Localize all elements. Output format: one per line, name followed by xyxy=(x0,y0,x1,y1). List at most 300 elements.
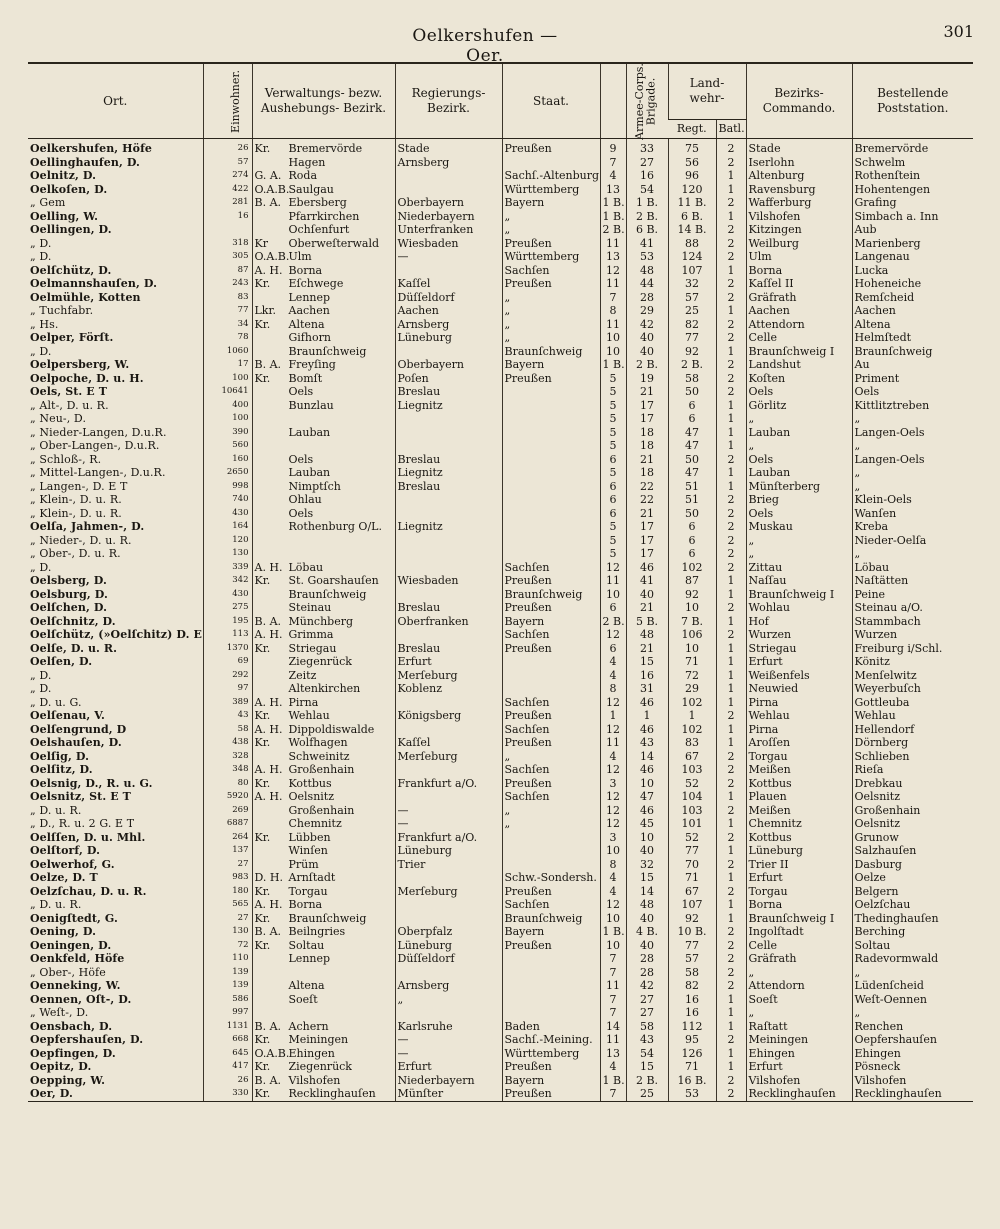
cell-staat: „ xyxy=(502,304,600,318)
cell-post: Freiburg i/Schl. xyxy=(852,642,973,656)
cell-armee: 4 xyxy=(600,885,626,899)
cell-verwaltung xyxy=(252,628,395,642)
cell-regt: 120 xyxy=(668,183,716,197)
cell-regierung: Breslau xyxy=(395,385,502,399)
ort-text: Oelzſchau, D. u. R. xyxy=(30,884,147,898)
cell-staat xyxy=(502,520,600,534)
cell-ort xyxy=(28,210,203,224)
cell-post: Wanſen xyxy=(852,507,973,521)
cell-verwaltung xyxy=(252,426,395,440)
cell-regt: 72 xyxy=(668,669,716,683)
cell-armee: 4 xyxy=(600,669,626,683)
ort-text: „ D. u. G. xyxy=(30,695,82,709)
cell-regierung: Liegnitz xyxy=(395,466,502,480)
cell-einwohner: 110 xyxy=(203,952,252,966)
table-row xyxy=(28,183,973,197)
cell-armee: 4 xyxy=(600,169,626,183)
cell-regierung: Königsberg xyxy=(395,709,502,723)
cell-armee: 10 xyxy=(600,345,626,359)
cell-batl: 1 xyxy=(716,412,746,426)
ort-text: Oepfingen, D. xyxy=(30,1046,116,1060)
cell-regierung: Oberbayern xyxy=(395,358,502,372)
cell-ort xyxy=(28,790,203,804)
cell-batl: 1 xyxy=(716,655,746,669)
cell-einwohner: 390 xyxy=(203,426,252,440)
cell-regierung: Oberpfalz xyxy=(395,925,502,939)
cell-verwaltung xyxy=(252,750,395,764)
table-row xyxy=(28,763,973,777)
cell-post: Nieder-Oelſa xyxy=(852,534,973,548)
cell-batl: 1 xyxy=(716,642,746,656)
cell-bezirk: Aroſſen xyxy=(746,736,852,750)
table-row xyxy=(28,385,973,399)
cell-batl: 2 xyxy=(716,885,746,899)
ort-text: „ D. xyxy=(30,560,52,574)
cell-post: Großenhain xyxy=(852,804,973,818)
cell-verwaltung xyxy=(252,453,395,467)
cell-regierung: Kaſſel xyxy=(395,277,502,291)
cell-post: Helmſtedt xyxy=(852,331,973,345)
cell-armee: 7 xyxy=(600,952,626,966)
cell-batl: 2 xyxy=(716,561,746,575)
verwaltung-district: Lübben xyxy=(288,830,331,844)
cell-regierung: Lüneburg xyxy=(395,939,502,953)
cell-brigade: 16 xyxy=(626,669,668,683)
ort-text: Oelſengrund, D xyxy=(30,722,127,736)
ort-text: „ Weſt-, D. xyxy=(30,1006,89,1020)
cell-regierung: Poſen xyxy=(395,372,502,386)
cell-verwaltung xyxy=(252,1033,395,1047)
verwaltung-district: Nimptſch xyxy=(288,479,341,493)
cell-regt: 71 xyxy=(668,655,716,669)
verwaltung-district: Vilshofen xyxy=(288,1073,341,1087)
cell-verwaltung xyxy=(252,804,395,818)
cell-regt: 51 xyxy=(668,493,716,507)
cell-ort xyxy=(28,453,203,467)
cell-staat: Sachſen xyxy=(502,561,600,575)
cell-armee: 12 xyxy=(600,817,626,831)
cell-post: Kreba xyxy=(852,520,973,534)
ort-text: Oellingen, D. xyxy=(30,223,112,237)
cell-batl: 1 xyxy=(716,669,746,683)
ort-text: Oelpoche, D. u. H. xyxy=(30,371,144,385)
cell-bezirk: Zittau xyxy=(746,561,852,575)
cell-batl: 2 xyxy=(716,547,746,561)
cell-batl: 2 xyxy=(716,291,746,305)
table-row xyxy=(28,939,973,953)
cell-regierung: Stade xyxy=(395,139,502,156)
cell-regierung: Koblenz xyxy=(395,682,502,696)
verwaltung-kind: Kr. xyxy=(254,884,271,898)
cell-post: Dörnberg xyxy=(852,736,973,750)
table-row xyxy=(28,277,973,291)
table-row xyxy=(28,804,973,818)
cell-post: „ xyxy=(852,1006,973,1020)
cell-armee: 1 B. xyxy=(600,925,626,939)
cell-brigade: 48 xyxy=(626,264,668,278)
col-header-einwohner-text: Einwohner. xyxy=(228,69,242,133)
cell-regt: 6 B. xyxy=(668,210,716,224)
cell-batl: 2 xyxy=(716,223,746,237)
cell-regt: 16 B. xyxy=(668,1074,716,1088)
cell-batl: 2 xyxy=(716,952,746,966)
cell-batl: 2 xyxy=(716,750,746,764)
verwaltung-district: Braunſchweig xyxy=(288,587,367,601)
cell-verwaltung xyxy=(252,615,395,629)
cell-ort xyxy=(28,561,203,575)
cell-einwohner: 137 xyxy=(203,844,252,858)
cell-regt: 16 xyxy=(668,1006,716,1020)
cell-staat: „ xyxy=(502,210,600,224)
cell-bezirk: Muskau xyxy=(746,520,852,534)
ort-text: „ Ober-Langen-, D.u.R. xyxy=(30,439,160,453)
cell-bezirk: Wurzen xyxy=(746,628,852,642)
cell-post: „ xyxy=(852,480,973,494)
cell-ort xyxy=(28,156,203,170)
cell-batl: 2 xyxy=(716,277,746,291)
cell-brigade: 18 xyxy=(626,466,668,480)
cell-staat: Sachſen xyxy=(502,898,600,912)
cell-armee: 11 xyxy=(600,574,626,588)
cell-bezirk: „ xyxy=(746,534,852,548)
cell-ort xyxy=(28,547,203,561)
cell-armee: 5 xyxy=(600,534,626,548)
verwaltung-district: Lauban xyxy=(288,466,331,480)
cell-brigade: 47 xyxy=(626,790,668,804)
cell-verwaltung xyxy=(252,507,395,521)
cell-staat xyxy=(502,385,600,399)
cell-brigade: 45 xyxy=(626,817,668,831)
cell-ort xyxy=(28,925,203,939)
cell-regt: 107 xyxy=(668,898,716,912)
verwaltung-district: Altena xyxy=(288,979,325,993)
verwaltung-kind: A. H. xyxy=(254,695,283,709)
cell-regierung: „ xyxy=(395,993,502,1007)
cell-staat xyxy=(502,480,600,494)
cell-batl: 1 xyxy=(716,898,746,912)
cell-einwohner: 130 xyxy=(203,547,252,561)
cell-brigade: 41 xyxy=(626,237,668,251)
cell-armee: 12 xyxy=(600,790,626,804)
cell-brigade: 46 xyxy=(626,804,668,818)
cell-einwohner: 69 xyxy=(203,655,252,669)
cell-regierung: Kaſſel xyxy=(395,736,502,750)
cell-regt: 102 xyxy=(668,561,716,575)
cell-batl: 1 xyxy=(716,871,746,885)
cell-armee: 5 xyxy=(600,385,626,399)
cell-einwohner: 130 xyxy=(203,925,252,939)
cell-staat: Preußen xyxy=(502,277,600,291)
cell-staat: „ xyxy=(502,817,600,831)
cell-staat: Württemberg xyxy=(502,1047,600,1061)
cell-bezirk: Plauen xyxy=(746,790,852,804)
cell-verwaltung xyxy=(252,493,395,507)
cell-einwohner: 565 xyxy=(203,898,252,912)
cell-verwaltung xyxy=(252,439,395,453)
cell-regierung: Erfurt xyxy=(395,655,502,669)
table-row xyxy=(28,993,973,1007)
cell-armee: 7 xyxy=(600,993,626,1007)
cell-staat xyxy=(502,466,600,480)
cell-armee: 8 xyxy=(600,304,626,318)
cell-einwohner: 77 xyxy=(203,304,252,318)
cell-regierung xyxy=(395,439,502,453)
cell-verwaltung xyxy=(252,736,395,750)
cell-einwohner: 160 xyxy=(203,453,252,467)
cell-regierung: Merſeburg xyxy=(395,669,502,683)
cell-staat: Preußen xyxy=(502,709,600,723)
verwaltung-kind: A. H. xyxy=(254,763,283,777)
table-row xyxy=(28,412,973,426)
ort-text: Oelſchen, D. xyxy=(30,601,108,615)
cell-armee: 5 xyxy=(600,520,626,534)
cell-post: Aachen xyxy=(852,304,973,318)
cell-verwaltung xyxy=(252,777,395,791)
cell-armee: 1 B. xyxy=(600,210,626,224)
verwaltung-district: Bunzlau xyxy=(288,398,334,412)
table-row xyxy=(28,1074,973,1088)
cell-regt: 53 xyxy=(668,1087,716,1101)
cell-ort xyxy=(28,763,203,777)
cell-regt: 57 xyxy=(668,952,716,966)
verwaltung-kind: Kr. xyxy=(254,1033,271,1047)
cell-bezirk: Brieg xyxy=(746,493,852,507)
ort-text: Oelſſen, D. u. Mhl. xyxy=(30,830,146,844)
cell-regt: 11 B. xyxy=(668,196,716,210)
cell-bezirk: Erfurt xyxy=(746,1060,852,1074)
cell-armee: 11 xyxy=(600,736,626,750)
cell-einwohner xyxy=(203,223,252,237)
verwaltung-district: Löbau xyxy=(288,560,324,574)
cell-regierung xyxy=(395,345,502,359)
verwaltung-district: Lauban xyxy=(288,425,331,439)
verwaltung-kind: B. A. xyxy=(254,196,282,210)
cell-post: Bremervörde xyxy=(852,139,973,156)
cell-batl: 2 xyxy=(716,1087,746,1101)
cell-einwohner: 5920 xyxy=(203,790,252,804)
cell-post: Langenau xyxy=(852,250,973,264)
table-row xyxy=(28,1033,973,1047)
col-header-batl: Batl. xyxy=(716,119,746,138)
cell-ort xyxy=(28,291,203,305)
verwaltung-kind: O.A.B. xyxy=(254,1046,290,1060)
cell-ort xyxy=(28,1047,203,1061)
cell-armee: 6 xyxy=(600,493,626,507)
verwaltung-district: Meiningen xyxy=(288,1033,349,1047)
cell-brigade: 31 xyxy=(626,682,668,696)
cell-staat xyxy=(502,858,600,872)
ort-text: Oelſtorf, D. xyxy=(30,844,101,858)
col-header-staat: Staat. xyxy=(502,63,600,139)
cell-staat: Preußen xyxy=(502,1087,600,1101)
ort-text: „ D. xyxy=(30,250,52,264)
table-row xyxy=(28,601,973,615)
cell-verwaltung xyxy=(252,844,395,858)
cell-verwaltung xyxy=(252,642,395,656)
cell-einwohner: 400 xyxy=(203,399,252,413)
cell-regt: 29 xyxy=(668,682,716,696)
table-row xyxy=(28,669,973,683)
cell-brigade: 40 xyxy=(626,939,668,953)
cell-verwaltung xyxy=(252,966,395,980)
cell-ort xyxy=(28,655,203,669)
cell-armee: 8 xyxy=(600,858,626,872)
cell-einwohner: 1131 xyxy=(203,1020,252,1034)
verwaltung-district: Lennep xyxy=(288,952,331,966)
table-row xyxy=(28,831,973,845)
verwaltung-kind: Kr. xyxy=(254,776,271,790)
table-row xyxy=(28,169,973,183)
cell-ort xyxy=(28,277,203,291)
cell-armee: 6 xyxy=(600,453,626,467)
cell-ort xyxy=(28,264,203,278)
cell-batl: 1 xyxy=(716,399,746,413)
cell-staat: Schw.-Sondersh. xyxy=(502,871,600,885)
cell-bezirk: Pirna xyxy=(746,723,852,737)
cell-regt: 6 xyxy=(668,520,716,534)
cell-post: Grafing xyxy=(852,196,973,210)
cell-brigade: 10 xyxy=(626,831,668,845)
cell-post: Könitz xyxy=(852,655,973,669)
cell-ort xyxy=(28,1006,203,1020)
cell-verwaltung xyxy=(252,264,395,278)
table-row xyxy=(28,588,973,602)
cell-ort xyxy=(28,1074,203,1088)
cell-brigade: 28 xyxy=(626,966,668,980)
cell-regt: 47 xyxy=(668,466,716,480)
table-row xyxy=(28,196,973,210)
table-row xyxy=(28,885,973,899)
cell-ort xyxy=(28,183,203,197)
cell-batl: 2 xyxy=(716,520,746,534)
cell-brigade: 1 xyxy=(626,709,668,723)
cell-brigade: 15 xyxy=(626,871,668,885)
verwaltung-district: Pirna xyxy=(288,695,319,709)
cell-einwohner: 100 xyxy=(203,372,252,386)
cell-regierung: Düſſeldorf xyxy=(395,952,502,966)
cell-regierung xyxy=(395,790,502,804)
cell-verwaltung xyxy=(252,534,395,548)
cell-ort xyxy=(28,331,203,345)
cell-post: Salzhauſen xyxy=(852,844,973,858)
table-row xyxy=(28,561,973,575)
cell-regt: 47 xyxy=(668,439,716,453)
cell-ort xyxy=(28,709,203,723)
cell-bezirk: Trier II xyxy=(746,858,852,872)
ort-text: Oepitz, D. xyxy=(30,1060,92,1074)
table-row xyxy=(28,250,973,264)
ort-text: Oening, D. xyxy=(30,925,97,939)
cell-einwohner: 998 xyxy=(203,480,252,494)
cell-post: Löbau xyxy=(852,561,973,575)
cell-brigade: 2 B. xyxy=(626,1074,668,1088)
cell-bezirk: Ravensburg xyxy=(746,183,852,197)
cell-batl: 2 xyxy=(716,804,746,818)
cell-staat xyxy=(502,993,600,1007)
cell-armee: 12 xyxy=(600,561,626,575)
verwaltung-kind: Kr. xyxy=(254,574,271,588)
table-row xyxy=(28,952,973,966)
cell-regt: 32 xyxy=(668,277,716,291)
cell-armee: 1 B. xyxy=(600,196,626,210)
cell-bezirk: „ xyxy=(746,547,852,561)
verwaltung-kind: G. A. xyxy=(254,169,282,183)
cell-regt: 75 xyxy=(668,139,716,156)
cell-regt: 16 xyxy=(668,993,716,1007)
cell-ort xyxy=(28,358,203,372)
cell-verwaltung xyxy=(252,318,395,332)
table-row xyxy=(28,426,973,440)
cell-bezirk: Altenburg xyxy=(746,169,852,183)
cell-post: Wurzen xyxy=(852,628,973,642)
cell-ort xyxy=(28,858,203,872)
table-row xyxy=(28,493,973,507)
cell-brigade: 54 xyxy=(626,183,668,197)
verwaltung-district: Oelsnitz xyxy=(288,790,335,804)
cell-regt: 102 xyxy=(668,723,716,737)
cell-armee: 10 xyxy=(600,588,626,602)
cell-ort xyxy=(28,1020,203,1034)
cell-regt: 126 xyxy=(668,1047,716,1061)
cell-ort xyxy=(28,439,203,453)
cell-post: Dasburg xyxy=(852,858,973,872)
cell-regierung xyxy=(395,1006,502,1020)
cell-regierung: Niederbayern xyxy=(395,1074,502,1088)
cell-brigade: 29 xyxy=(626,304,668,318)
table-row xyxy=(28,790,973,804)
cell-post: Grunow xyxy=(852,831,973,845)
cell-bezirk: Görlitz xyxy=(746,399,852,413)
cell-ort xyxy=(28,237,203,251)
cell-staat: Preußen xyxy=(502,939,600,953)
cell-batl: 1 xyxy=(716,1060,746,1074)
cell-brigade: 17 xyxy=(626,534,668,548)
cell-regierung xyxy=(395,534,502,548)
verwaltung-kind: D. H. xyxy=(254,871,284,885)
cell-bezirk: Oels xyxy=(746,453,852,467)
cell-ort xyxy=(28,1060,203,1074)
verwaltung-kind: Kr. xyxy=(254,1087,271,1101)
cell-batl: 2 xyxy=(716,1033,746,1047)
verwaltung-district: Ebersberg xyxy=(288,196,347,210)
table-row xyxy=(28,399,973,413)
cell-bezirk: „ xyxy=(746,412,852,426)
cell-batl: 2 xyxy=(716,966,746,980)
cell-regierung: Breslau xyxy=(395,453,502,467)
table-row xyxy=(28,736,973,750)
cell-ort xyxy=(28,399,203,413)
cell-armee: 10 xyxy=(600,331,626,345)
cell-batl: 1 xyxy=(716,210,746,224)
ort-text: „ D. xyxy=(30,344,52,358)
cell-staat: Preußen xyxy=(502,885,600,899)
cell-batl: 1 xyxy=(716,696,746,710)
cell-regierung: Arnsberg xyxy=(395,979,502,993)
cell-verwaltung xyxy=(252,993,395,1007)
table-row xyxy=(28,655,973,669)
table-row xyxy=(28,615,973,629)
table-row xyxy=(28,139,973,156)
cell-verwaltung xyxy=(252,345,395,359)
table-row xyxy=(28,979,973,993)
cell-brigade: 46 xyxy=(626,763,668,777)
cell-regt: 58 xyxy=(668,372,716,386)
cell-armee: 10 xyxy=(600,844,626,858)
cell-einwohner: 100 xyxy=(203,412,252,426)
cell-regierung xyxy=(395,264,502,278)
gazetteer-table xyxy=(28,62,973,1102)
cell-bezirk: Raſtatt xyxy=(746,1020,852,1034)
